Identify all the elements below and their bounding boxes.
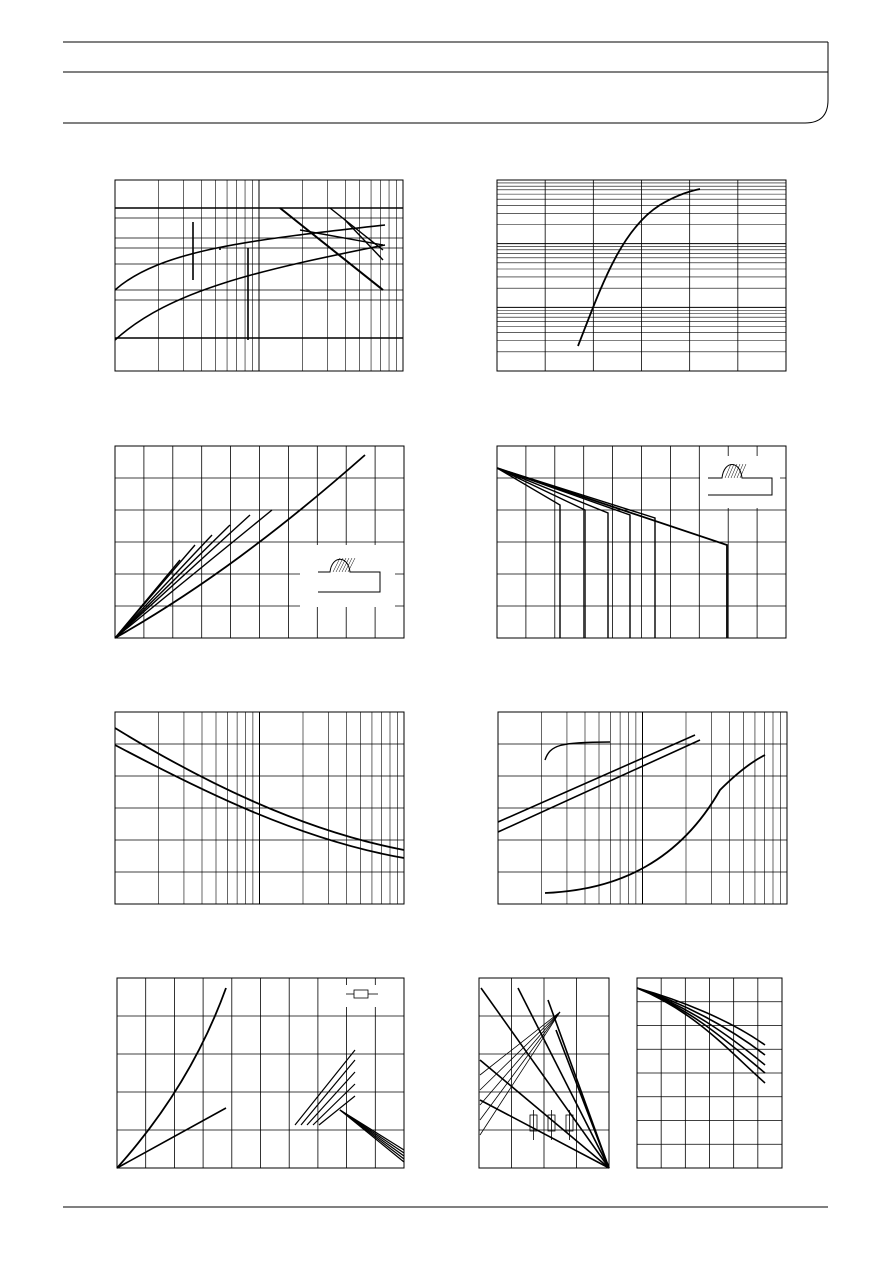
curve (578, 189, 700, 346)
diode-stack-inset-icon (530, 1110, 573, 1140)
curve (480, 1012, 560, 1090)
waveform-inset-icon (300, 545, 395, 607)
curve (480, 1012, 560, 1105)
curve (115, 225, 385, 290)
curve (518, 988, 609, 1168)
curve (330, 208, 383, 250)
curve (115, 545, 195, 638)
waveform-inset-icon (700, 456, 780, 508)
figure-4 (497, 446, 786, 638)
figure-2 (497, 180, 786, 371)
inset-background (300, 545, 395, 607)
figure-6 (498, 712, 787, 904)
figure-9 (637, 978, 782, 1168)
circuit-inset-icon (340, 985, 385, 1007)
curve (117, 1108, 226, 1168)
curve (497, 468, 608, 638)
curve (497, 468, 655, 638)
curve (115, 515, 250, 638)
curve (497, 468, 727, 638)
curve (117, 988, 226, 1168)
figure-1 (115, 180, 403, 371)
figure-3 (115, 446, 404, 638)
curve (637, 988, 765, 1083)
figure-8 (479, 978, 609, 1168)
inset-background (340, 985, 385, 1007)
curve (481, 988, 609, 1168)
header-frame (63, 42, 828, 123)
curve (545, 742, 610, 760)
inset-background (700, 456, 780, 508)
curve (480, 1100, 609, 1168)
figure-5 (115, 712, 404, 904)
curve (498, 735, 695, 822)
curve (556, 1030, 609, 1168)
curve (497, 468, 630, 638)
figure-7 (117, 978, 404, 1168)
curve (300, 230, 383, 245)
curve (637, 988, 765, 1073)
